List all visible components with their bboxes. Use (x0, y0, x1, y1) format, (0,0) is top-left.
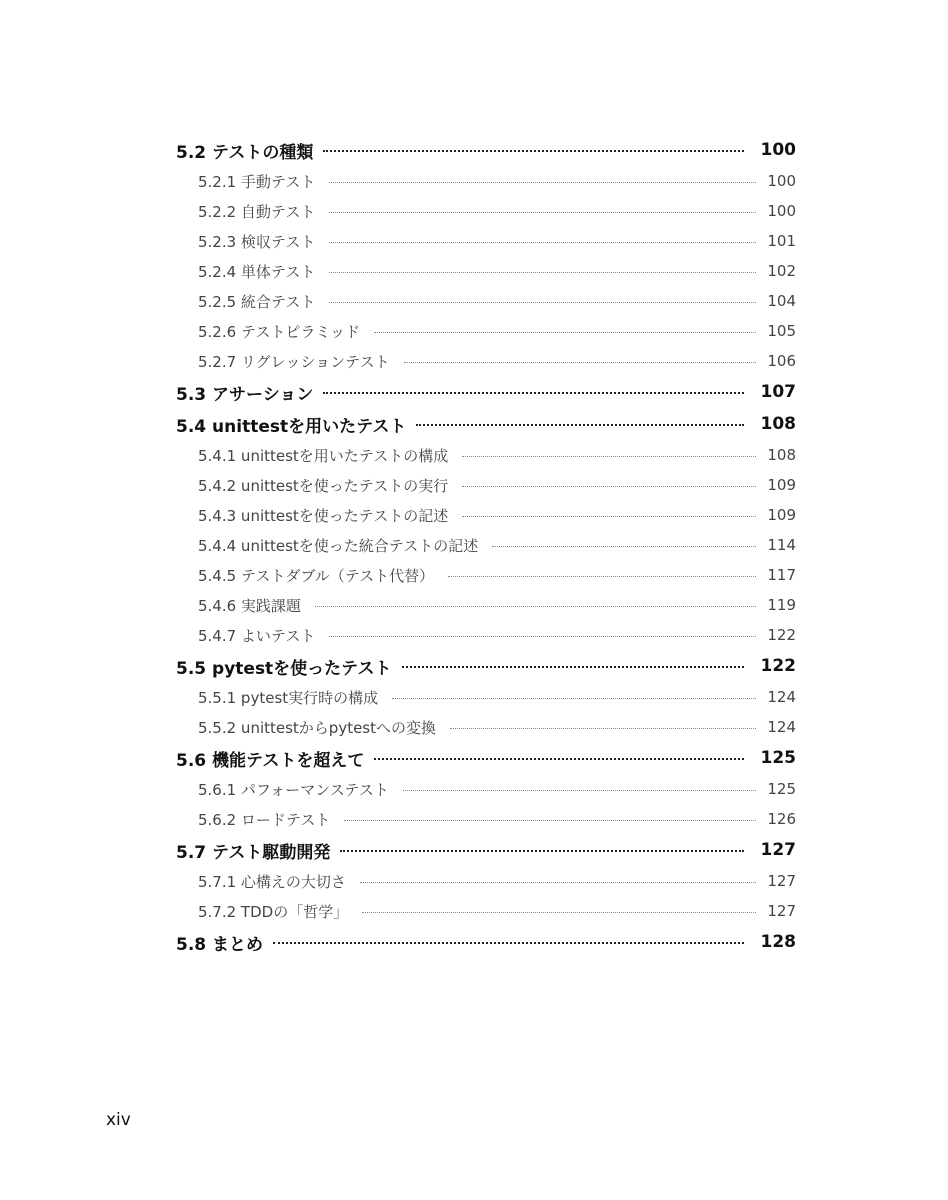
toc-entry-title: 5.4.7 よいテスト (198, 626, 316, 645)
toc-entry-title: 5.2.5 統合テスト (198, 292, 316, 311)
toc-entry-page-number: 101 (767, 232, 796, 250)
toc-subsection-entry[interactable] (176, 804, 796, 834)
toc-entry-page-number: 127 (760, 840, 796, 860)
toc-entry-title: 5.2.2 自動テスト (198, 202, 316, 221)
dot-leader (340, 850, 744, 852)
toc-section-entry[interactable] (176, 650, 796, 682)
toc-entry-title: 5.2.6 テストピラミッド (198, 322, 361, 341)
toc-entry-title: 5.4.1 unittestを用いたテストの構成 (198, 446, 449, 465)
dot-leader (416, 424, 744, 426)
dot-leader (392, 698, 756, 699)
toc-entry-title: 5.7.2 TDDの「哲学」 (198, 902, 349, 921)
toc-section-entry[interactable] (176, 742, 796, 774)
dot-leader (402, 666, 744, 668)
toc-entry-page-number: 105 (767, 322, 796, 340)
toc-subsection-entry[interactable] (176, 896, 796, 926)
toc-entry-page-number: 114 (767, 536, 796, 554)
dot-leader (374, 332, 756, 333)
dot-leader (315, 606, 756, 607)
toc-subsection-entry[interactable] (176, 226, 796, 256)
toc-subsection-entry[interactable] (176, 774, 796, 804)
toc-section-entry[interactable] (176, 834, 796, 866)
dot-leader (374, 758, 744, 760)
toc-entry-page-number: 106 (767, 352, 796, 370)
toc-subsection-entry[interactable] (176, 470, 796, 500)
toc-subsection-entry[interactable] (176, 316, 796, 346)
toc-entry-title: 5.4 unittestを用いたテスト (176, 416, 407, 437)
toc-entry-title: 5.5.1 pytest実行時の構成 (198, 688, 379, 707)
toc-entry-page-number: 128 (760, 932, 796, 952)
dot-leader (329, 182, 756, 183)
toc-subsection-entry[interactable] (176, 590, 796, 620)
toc-entry-page-number: 104 (767, 292, 796, 310)
dot-leader (492, 546, 756, 547)
toc-entry-title: 5.4.2 unittestを使ったテストの実行 (198, 476, 449, 495)
toc-subsection-entry[interactable] (176, 286, 796, 316)
toc-section-entry[interactable] (176, 926, 796, 958)
dot-leader (323, 150, 744, 152)
toc-section-entry[interactable] (176, 134, 796, 166)
toc-section-entry[interactable] (176, 408, 796, 440)
toc-entry-title: 5.5.2 unittestからpytestへの変換 (198, 718, 437, 737)
dot-leader (329, 212, 756, 213)
toc-entry-title: 5.4.3 unittestを使ったテストの記述 (198, 506, 449, 525)
toc-subsection-entry[interactable] (176, 346, 796, 376)
toc-subsection-entry[interactable] (176, 560, 796, 590)
dot-leader (362, 912, 756, 913)
toc-entry-title: 5.2.7 リグレッションテスト (198, 352, 390, 371)
dot-leader (462, 486, 756, 487)
toc-entry-page-number: 109 (767, 476, 796, 494)
toc-entry-title: 5.2 テストの種類 (176, 142, 314, 163)
toc-subsection-entry[interactable] (176, 440, 796, 470)
toc-entry-page-number: 109 (767, 506, 796, 524)
dot-leader (462, 456, 756, 457)
toc-entry-page-number: 127 (767, 872, 796, 890)
dot-leader (450, 728, 756, 729)
dot-leader (323, 392, 744, 394)
toc-entry-page-number: 119 (767, 596, 796, 614)
toc-subsection-entry[interactable] (176, 500, 796, 530)
toc-entry-title: 5.4.5 テストダブル（テスト代替） (198, 566, 435, 585)
toc-entry-title: 5.8 まとめ (176, 934, 264, 955)
dot-leader (404, 362, 756, 363)
toc-entry-page-number: 100 (760, 140, 796, 160)
toc-subsection-entry[interactable] (176, 682, 796, 712)
page-number: xiv (106, 1110, 131, 1130)
dot-leader (448, 576, 756, 577)
toc-entry-title: 5.4.6 実践課題 (198, 596, 301, 615)
dot-leader (329, 242, 756, 243)
toc-entry-page-number: 102 (767, 262, 796, 280)
dot-leader (273, 942, 744, 944)
toc-subsection-entry[interactable] (176, 620, 796, 650)
toc-entry-title: 5.7.1 心構えの大切さ (198, 872, 346, 891)
toc-entry-title: 5.2.3 検収テスト (198, 232, 316, 251)
toc-subsection-entry[interactable] (176, 712, 796, 742)
dot-leader (329, 302, 756, 303)
toc-entry-page-number: 126 (767, 810, 796, 828)
toc-entry-page-number: 125 (760, 748, 796, 768)
dot-leader (462, 516, 756, 517)
toc-entry-page-number: 124 (767, 718, 796, 736)
table-of-contents (176, 134, 796, 958)
toc-entry-page-number: 122 (767, 626, 796, 644)
toc-entry-title: 5.7 テスト駆動開発 (176, 842, 331, 863)
toc-entry-page-number: 100 (767, 172, 796, 190)
toc-entry-page-number: 100 (767, 202, 796, 220)
toc-subsection-entry[interactable] (176, 256, 796, 286)
dot-leader (329, 272, 756, 273)
toc-entry-page-number: 117 (767, 566, 796, 584)
toc-subsection-entry[interactable] (176, 166, 796, 196)
toc-subsection-entry[interactable] (176, 866, 796, 896)
toc-subsection-entry[interactable] (176, 530, 796, 560)
toc-entry-title: 5.4.4 unittestを使った統合テストの記述 (198, 536, 479, 555)
toc-entry-page-number: 108 (767, 446, 796, 464)
toc-entry-page-number: 122 (760, 656, 796, 676)
toc-entry-title: 5.2.4 単体テスト (198, 262, 316, 281)
toc-entry-page-number: 125 (767, 780, 796, 798)
toc-entry-page-number: 127 (767, 902, 796, 920)
toc-section-entry[interactable] (176, 376, 796, 408)
dot-leader (360, 882, 756, 883)
dot-leader (403, 790, 756, 791)
toc-entry-title: 5.6.2 ロードテスト (198, 810, 331, 829)
toc-entry-title: 5.2.1 手動テスト (198, 172, 316, 191)
toc-entry-page-number: 108 (760, 414, 796, 434)
toc-entry-page-number: 124 (767, 688, 796, 706)
toc-entry-title: 5.5 pytestを使ったテスト (176, 658, 392, 679)
toc-entry-title: 5.6.1 パフォーマンステスト (198, 780, 389, 799)
toc-entry-page-number: 107 (760, 382, 796, 402)
dot-leader (329, 636, 756, 637)
toc-entry-title: 5.6 機能テストを超えて (176, 750, 365, 771)
dot-leader (344, 820, 756, 821)
toc-entry-title: 5.3 アサーション (176, 384, 314, 405)
toc-subsection-entry[interactable] (176, 196, 796, 226)
